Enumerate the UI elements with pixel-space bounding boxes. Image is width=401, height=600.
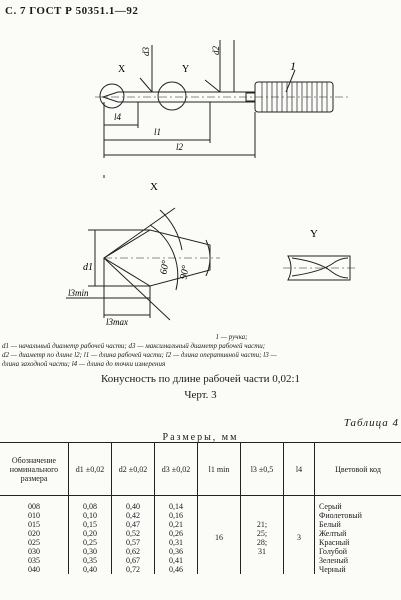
- header-l3: l3 ±0,5: [241, 443, 284, 496]
- header-d3: d3 ±0,02: [155, 443, 198, 496]
- legend-line-3: d2 — диаметр по длине l2; l1 — длина рабочей части; l2 — длина оперативной части; l3 —: [2, 351, 277, 359]
- cell-color: Голубой: [319, 546, 348, 556]
- cell-l3: 31: [258, 546, 266, 556]
- header-l4: l4: [284, 443, 315, 496]
- dim-l3max-label: l3max: [106, 317, 128, 327]
- cell-d1: 0,10: [83, 510, 97, 520]
- cell-color: Желтый: [319, 528, 347, 538]
- cell-code: 020: [28, 528, 40, 538]
- cell-l3: 28;: [256, 537, 268, 547]
- cell-d2: 0,47: [126, 519, 140, 529]
- cell-code: 008: [28, 501, 40, 511]
- dim-d1-label: d1: [83, 262, 93, 273]
- cell-d1: 0,08: [83, 501, 97, 511]
- header-color-code: Цветовой код: [315, 443, 401, 496]
- dim-l2-label: l2: [176, 142, 184, 152]
- cell-color: Белый: [319, 519, 341, 529]
- header-designation: Обозначение номинального размера: [0, 443, 69, 496]
- cell-d3: 0,14: [169, 501, 183, 511]
- cell-d2: 0,67: [126, 555, 140, 565]
- cell-d1: 0,35: [83, 555, 97, 565]
- cell-d3: 0,31: [169, 537, 183, 547]
- cell-d2: 0,57: [126, 537, 140, 547]
- cell-d3: 0,16: [169, 510, 183, 520]
- cell-color: Фиолетовый: [319, 510, 362, 520]
- cell-d2: 0,72: [126, 564, 140, 574]
- col-d3: [155, 502, 198, 574]
- cell-color: Черный: [319, 564, 346, 574]
- cell-code: 035: [28, 555, 40, 565]
- page-header: С. 7 ГОСТ Р 50351.1—92: [5, 5, 139, 17]
- cell-d1: 0,20: [83, 528, 97, 538]
- cell-d3: 0,21: [169, 519, 183, 529]
- cell-code: 040: [28, 564, 40, 574]
- table-number: Таблица 4: [343, 417, 399, 429]
- d2-arrow: [205, 80, 220, 92]
- cell-d2: 0,42: [126, 510, 140, 520]
- detail-y-title: Y: [310, 228, 318, 240]
- d3-arrow: [140, 78, 152, 92]
- dim-l1-label: l1: [154, 127, 162, 137]
- cell-d1: 0,15: [83, 519, 97, 529]
- view-y-marker: Y: [182, 64, 190, 75]
- dim-d3-label: d3: [141, 47, 151, 56]
- cell-color: Зеленый: [319, 555, 349, 565]
- table-body-row: [0, 502, 401, 574]
- cell-l3: 25;: [256, 528, 268, 538]
- cell-l1: 16: [198, 502, 241, 574]
- cell-d2: 0,52: [126, 528, 140, 538]
- cell-code: 010: [28, 510, 40, 520]
- cell-color: Красный: [319, 537, 350, 547]
- cell-d3: 0,41: [169, 555, 183, 565]
- cell-d1: 0,40: [83, 564, 97, 574]
- dim-l3min-label: l3min: [68, 288, 89, 298]
- dim-d2-label: d2: [211, 46, 221, 55]
- dim-l4-label: l4: [114, 112, 122, 122]
- detail-y-circle: [158, 82, 186, 110]
- angle-60-label: 60°: [158, 259, 172, 276]
- table-units: Размеры, мм: [162, 432, 239, 443]
- callout-1-label: 1: [290, 59, 296, 73]
- header-l1: l1 min: [198, 443, 241, 496]
- cell-d3: 0,46: [169, 564, 183, 574]
- cell-code: 015: [28, 519, 40, 529]
- cell-color: Серый: [319, 501, 342, 511]
- cell-d2: 0,62: [126, 546, 140, 556]
- col-codes: [0, 502, 69, 574]
- cell-code: 030: [28, 546, 40, 556]
- cell-code: 025: [28, 537, 40, 547]
- sizes-table: [0, 442, 401, 574]
- legend-line-2: d1 — начальный диаметр рабочей части; d3 — максимальный диаметр рабочей части;: [2, 342, 266, 350]
- taper-note: Конусность по длине рабочей части 0,02:1: [100, 373, 301, 385]
- figure-caption: Черт. 3: [184, 389, 217, 401]
- cell-d2: 0,40: [126, 501, 140, 511]
- col-d2: [112, 502, 155, 574]
- legend: [2, 333, 401, 369]
- detail-y-drawing: [283, 256, 355, 280]
- cell-d1: 0,30: [83, 546, 97, 556]
- cell-l4: 3: [284, 502, 315, 574]
- cell-l3: 21;: [256, 519, 268, 529]
- callout-1-leader: [286, 70, 295, 92]
- cell-d3: 0,26: [169, 528, 183, 538]
- legend-line-1: 1 — ручка;: [215, 333, 248, 341]
- header-d2: d2 ±0,02: [112, 443, 155, 496]
- col-color-code: [315, 502, 401, 574]
- legend-line-4: длина заходной части; l4 — длина до точки измерения: [2, 360, 166, 368]
- table-header-row: [0, 443, 401, 496]
- col-d1: [69, 502, 112, 574]
- detail-x-title: X: [150, 181, 158, 193]
- col-l3: [241, 502, 284, 574]
- angle-90-label: 90°: [178, 264, 192, 281]
- header-d1: d1 ±0,02: [69, 443, 112, 496]
- view-x-marker: X: [118, 64, 126, 75]
- cell-d3: 0,36: [169, 546, 183, 556]
- cell-d1: 0,25: [83, 537, 97, 547]
